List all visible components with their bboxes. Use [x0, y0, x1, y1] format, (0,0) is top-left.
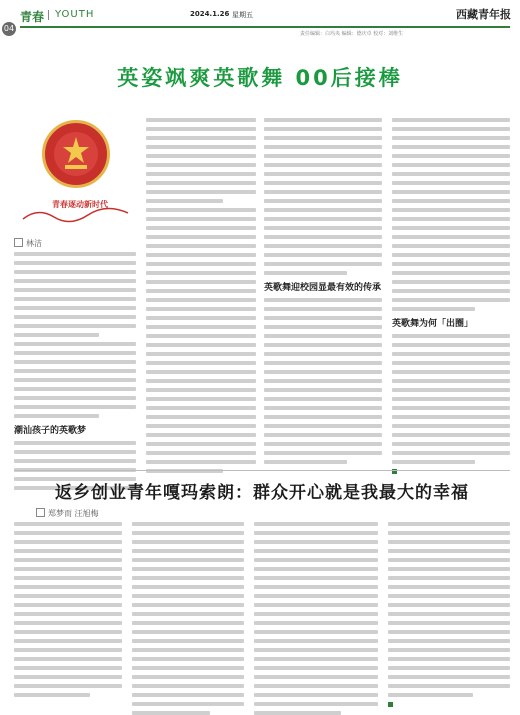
subhead-right: 英歌舞为何「出圈」: [392, 319, 474, 329]
issue-weekday: 星期五: [232, 11, 253, 19]
article2-column-2: [132, 522, 244, 715]
section-divider: [48, 10, 49, 20]
byline-authors: 郑梦而 汪旭梅: [48, 509, 99, 518]
byline-marker-icon: [36, 508, 45, 517]
secondary-headline: 返乡创业青年嘎玛索朗：群众开心就是我最大的幸福: [55, 483, 469, 503]
subhead-middle: 英歌舞迎校园显最有效的传承: [264, 283, 382, 293]
article2-byline: [36, 508, 99, 519]
page-number: 04: [2, 22, 16, 36]
byline-author: 林洁: [26, 239, 42, 248]
article2-column-4: [388, 522, 510, 707]
header-rule: [20, 26, 510, 28]
subhead-left: 潮汕孩子的英歌梦: [14, 426, 87, 436]
main-headline: 英姿飒爽英歌舞 00后接棒: [117, 66, 403, 90]
article1-column-4: [392, 118, 510, 474]
emblem-icon: [45, 123, 107, 185]
issue-date: 2024.1.26: [190, 10, 230, 18]
section-title: 青春: [20, 10, 45, 24]
article-divider: [14, 470, 510, 471]
article1-column-2: [146, 118, 256, 473]
editor-credits: 责任编辑：白玛央 编辑：德庆卓 校对：刘维生: [300, 31, 404, 37]
article2-column-1: [14, 522, 122, 697]
emblem-caption: 青春逐动新时代: [52, 199, 108, 209]
newspaper-name: 西藏青年报: [456, 8, 511, 21]
youth-league-emblem: [42, 120, 110, 188]
article2-column-3: [254, 522, 378, 715]
article2-end-mark: [388, 702, 393, 707]
byline-marker-icon: [14, 238, 23, 247]
section-subtitle: YOUTH: [55, 9, 95, 20]
article1-column-1: [14, 252, 136, 490]
article1-byline: [14, 238, 42, 249]
article1-column-3: [264, 118, 382, 464]
